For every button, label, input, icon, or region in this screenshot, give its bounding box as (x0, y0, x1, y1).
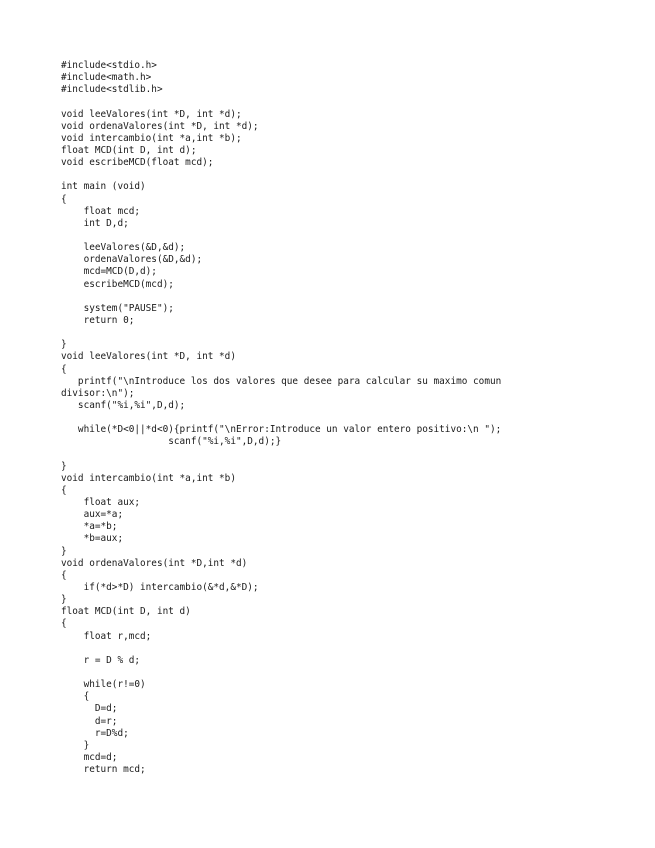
code-line: #include<stdlib.h> (61, 84, 163, 96)
code-line: system("PAUSE"); (61, 302, 174, 314)
code-line: #include<math.h> (61, 72, 152, 84)
code-line: aux=*a; (61, 509, 124, 521)
code-line: printf("\nIntroduce los dos valores que desee para calcular su maximo comun (61, 375, 502, 387)
code-line: { (61, 193, 67, 205)
code-line (61, 449, 641, 461)
code-line: mcd=MCD(D,d); (61, 266, 157, 278)
code-line (61, 96, 641, 108)
code-line: escribeMCD(mcd); (61, 278, 174, 290)
code-line (61, 169, 641, 181)
code-line: r=D%d; (61, 727, 129, 739)
code-line: float r,mcd; (61, 630, 152, 642)
code-line: void intercambio(int *a,int *b) (61, 472, 236, 484)
code-line: float MCD(int D, int d) (61, 606, 191, 618)
code-line: int main (void) (61, 181, 146, 193)
code-line: void ordenaValores(int *D,int *d) (61, 557, 248, 569)
code-line: { (61, 618, 67, 630)
code-line: *b=aux; (61, 533, 124, 545)
code-line: divisor:\n"); (61, 387, 135, 399)
code-line: float aux; (61, 497, 141, 509)
code-line (61, 327, 641, 339)
code-line: void escribeMCD(float mcd); (61, 157, 214, 169)
code-line: scanf("%i,%i",D,d);} (61, 436, 282, 448)
code-line: { (61, 363, 67, 375)
code-line: ordenaValores(&D,&d); (61, 254, 203, 266)
code-line: { (61, 484, 67, 496)
code-line (61, 667, 641, 679)
code-line (61, 643, 641, 655)
code-line: *a=*b; (61, 521, 118, 533)
code-line: } (61, 739, 90, 751)
code-line (61, 291, 641, 303)
code-line: void ordenaValores(int *D, int *d); (61, 120, 259, 132)
code-line: scanf("%i,%i",D,d); (61, 399, 186, 411)
code-line: void intercambio(int *a,int *b); (61, 132, 242, 144)
code-line: r = D % d; (61, 654, 141, 666)
code-listing (61, 60, 641, 776)
code-line: while(*D<0||*d<0){printf("\nError:Introduce un valor entero positivo:\n "); (61, 424, 502, 436)
code-line (61, 412, 641, 424)
code-line: D=d; (61, 703, 118, 715)
code-line: } (61, 545, 67, 557)
code-line: return mcd; (61, 764, 146, 776)
code-line: if(*d>*D) intercambio(&*d,&*D); (61, 582, 259, 594)
code-line (61, 230, 641, 242)
code-line: int D,d; (61, 217, 129, 229)
code-line: d=r; (61, 715, 118, 727)
code-line: float MCD(int D, int d); (61, 144, 197, 156)
code-line: return 0; (61, 314, 135, 326)
code-line: { (61, 691, 90, 703)
code-line: { (61, 569, 67, 581)
code-line: void leeValores(int *D, int *d) (61, 351, 236, 363)
code-line: leeValores(&D,&d); (61, 242, 186, 254)
code-line: mcd=d; (61, 752, 118, 764)
code-line: } (61, 339, 67, 351)
code-line: void leeValores(int *D, int *d); (61, 108, 242, 120)
code-line: float mcd; (61, 205, 141, 217)
code-line: while(r!=0) (61, 679, 146, 691)
code-line: #include<stdio.h> (61, 60, 157, 71)
code-line: } (61, 594, 67, 606)
code-line: } (61, 460, 67, 472)
